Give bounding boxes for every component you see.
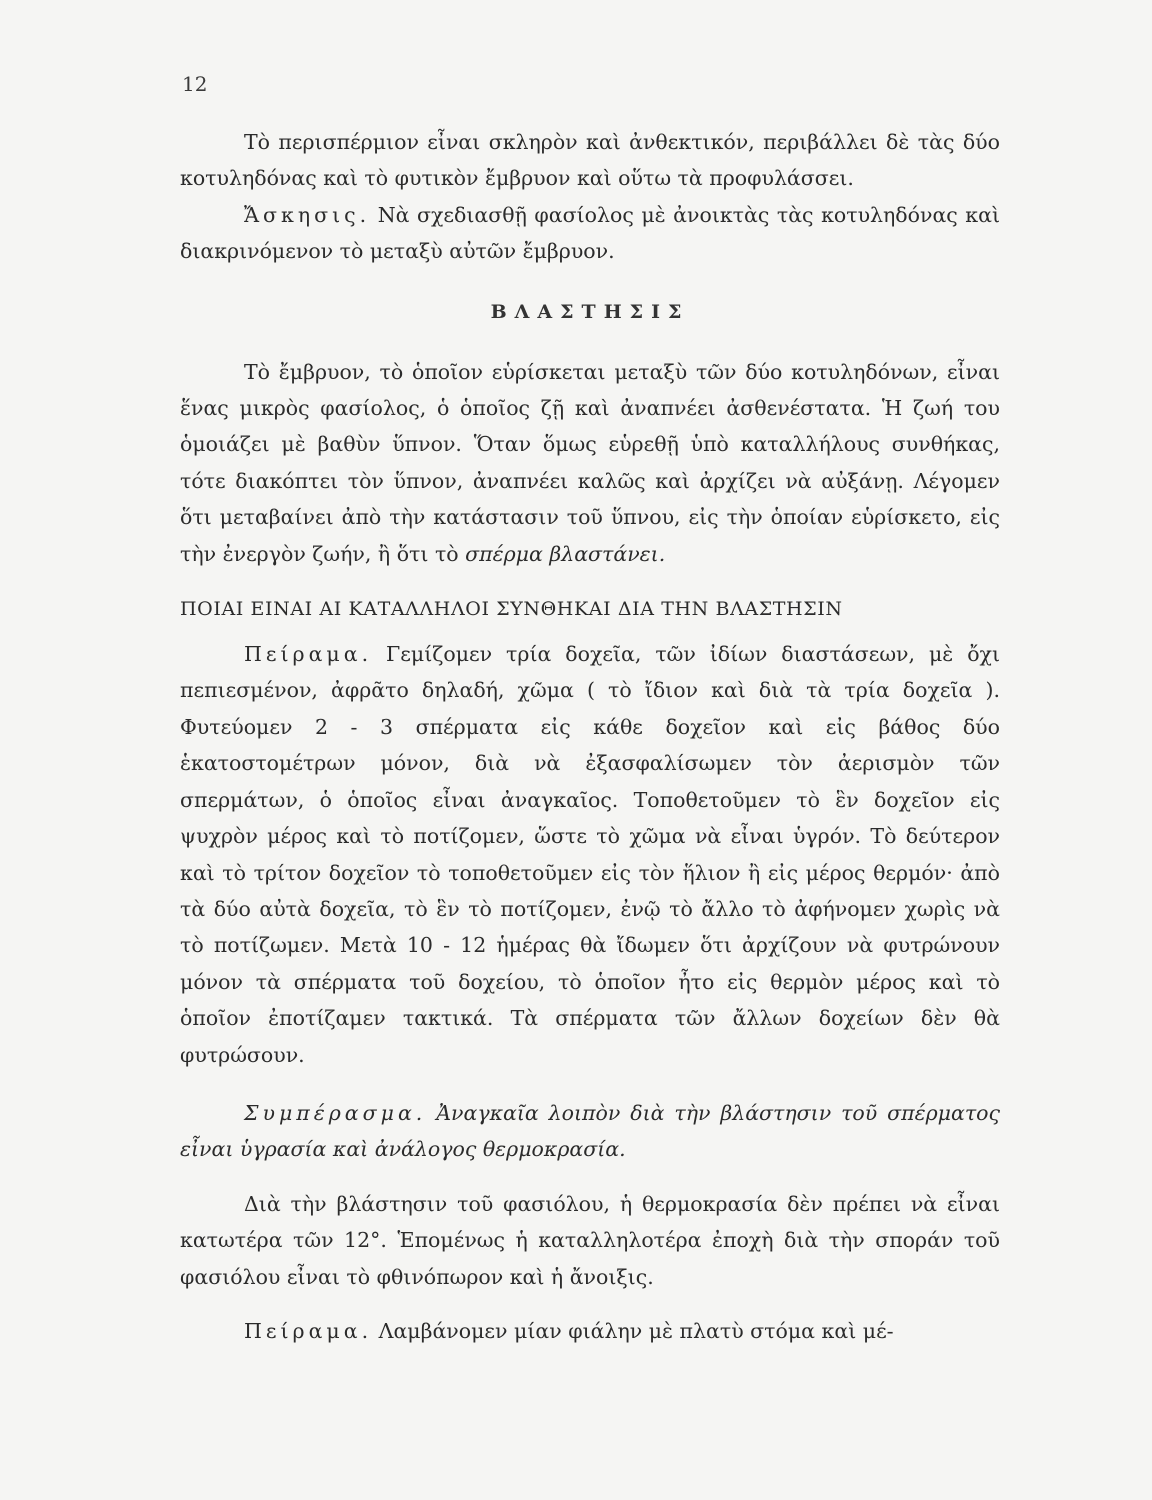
exercise-paragraph: [180, 197, 1000, 270]
experiment-text: Γεμίζομεν τρία δοχεῖα, τῶν ἰδίων διαστάσεων, μὲ ὄχι πεπιεσμένον, ἀφρᾶτο δηλαδή, χῶμα ( τὸ ἴδιον καὶ διὰ τὰ τρία δοχεῖα ). Φυτεύομεν 2 - 3 σπέρματα εἰς κάθε δοχεῖον καὶ εἰς βάθος δύο ἑκατοστομέτρων μόνον, διὰ νὰ ἐξασφαλίσωμεν τὸν ἀερισμὸν τῶν σπερμάτων, ὁ ὁποῖος εἶναι ἀναγκαῖος. Τοποθετοῦμεν τὸ ἓν δοχεῖον εἰς ψυχρὸν μέρος καὶ τὸ ποτίζομεν, ὥστε τὸ χῶμα νὰ εἶναι ὑγρόν. Τὸ δεύτερον καὶ τὸ τρίτον δοχεῖον τὸ τοποθετοῦμεν εἰς τὸν ἥλιον ἢ εἰς μέρος θερμόν· ἀπὸ τὰ δύο αὐτὰ δοχεῖα, τὸ ἓν τὸ ποτίζομεν, ἐνῷ τὸ ἄλλο τὸ ἀφήνομεν χωρὶς νὰ τὸ ποτίζωμεν. Μετὰ 10 - 12 ἡμέρας θὰ ἴδωμεν ὅτι ἀρχίζουν νὰ φυτρώνουν μόνον τὰ σπέρματα τοῦ δοχείου, τὸ ὁποῖον ἦτο εἰς θερμὸν μέρος καὶ τὸ ὁποῖον ἐποτίζαμεν τακτικά. Τὰ σπέρματα τῶν ἄλλων δοχείων δὲν θὰ φυτρώσουν.: [180, 642, 1000, 1067]
paragraph-perisperm: Τὸ περισπέρμιον εἶναι σκληρὸν καὶ ἀνθεκτικόν, περιβάλλει δὲ τὰς δύο κοτυληδόνας καὶ τὸ φυτικὸν ἔμβρυον καὶ οὕτω τὰ προφυλάσσει.: [180, 130, 1000, 191]
page-number: 12: [182, 72, 208, 96]
experiment-label-2: Πείραμα.: [244, 1318, 373, 1343]
experiment-text-2: Λαμβάνομεν μίαν φιάλην μὲ πλατὺ στόμα καὶ μέ-: [372, 1318, 894, 1343]
embryo-text: Τὸ ἔμβρυον, τὸ ὁποῖον εὑρίσκεται μεταξὺ τῶν δύο κοτυληδόνων, εἶναι ἕνας μικρὸς φασίολος, ὁ ὁποῖος ζῇ καὶ ἀναπνέει ἀσθενέστατα. Ἡ ζωή του ὁμοιάζει μὲ βαθὺν ὕπνον. Ὅταν ὅμως εὑρεθῇ ὑπὸ καταλλήλους συνθήκας, τότε διακόπτει τὸν ὕπνον, ἀναπνέει καλῶς καὶ ἀρχίζει νὰ αὐξάνῃ. Λέγομεν ὅτι μεταβαίνει ἀπὸ τὴν κατάστασιν τοῦ ὕπνου, εἰς τὴν ὁποίαν εὑρίσκετο, εἰς τὴν ἐνεργὸν ζωήν, ἢ ὅτι τὸ: [180, 359, 1000, 566]
experiment-paragraph-2: [180, 1313, 1000, 1349]
body-text: [180, 124, 1000, 1349]
section-heading-conditions: ΠΟΙΑΙ ΕΙΝΑΙ ΑΙ ΚΑΤΑΛΛΗΛΟΙ ΣΥΝΘΗΚΑΙ ΔΙΑ ΤΗΝ ΒΛΑΣΤΗΣΙΝ: [180, 598, 843, 621]
experiment-paragraph-1: [180, 636, 1000, 1073]
section-heading-germination: ΒΛΑΣΤΗΣΙΣ: [490, 300, 690, 323]
embryo-emphasis: σπέρμα βλαστάνει.: [465, 541, 666, 566]
paragraph-temperature: Διὰ τὴν βλάστησιν τοῦ φασιόλου, ἡ θερμοκρασία δὲν πρέπει νὰ εἶναι κατωτέρα τῶν 12°. Ἑπομένως ἡ καταλληλοτέρα ἐποχὴ διὰ τὴν σποράν τοῦ φασιόλου εἶναι τὸ φθινόπωρον καὶ ἡ ἄνοιξις.: [180, 1191, 1000, 1289]
conclusion-paragraph: [180, 1095, 1000, 1168]
exercise-text: Νὰ σχεδιασθῇ φασίολος μὲ ἀνοικτὰς τὰς κοτυληδόνας καὶ διακρινόμενον τὸ μεταξὺ αὐτῶν ἔμβρυον.: [180, 202, 1000, 264]
experiment-label: Πείραμα.: [244, 642, 373, 667]
conclusion-text: Ἀναγκαῖα λοιπὸν διὰ τὴν βλάστησιν τοῦ σπέρματος εἶναι ὑγρασία καὶ ἀνάλογος θερμοκρασία.: [180, 1100, 1000, 1162]
paragraph-embryo: [180, 354, 1000, 572]
conclusion-label: Συμπέρασμα.: [244, 1100, 427, 1125]
exercise-label: Ἄσκησις.: [244, 202, 371, 227]
